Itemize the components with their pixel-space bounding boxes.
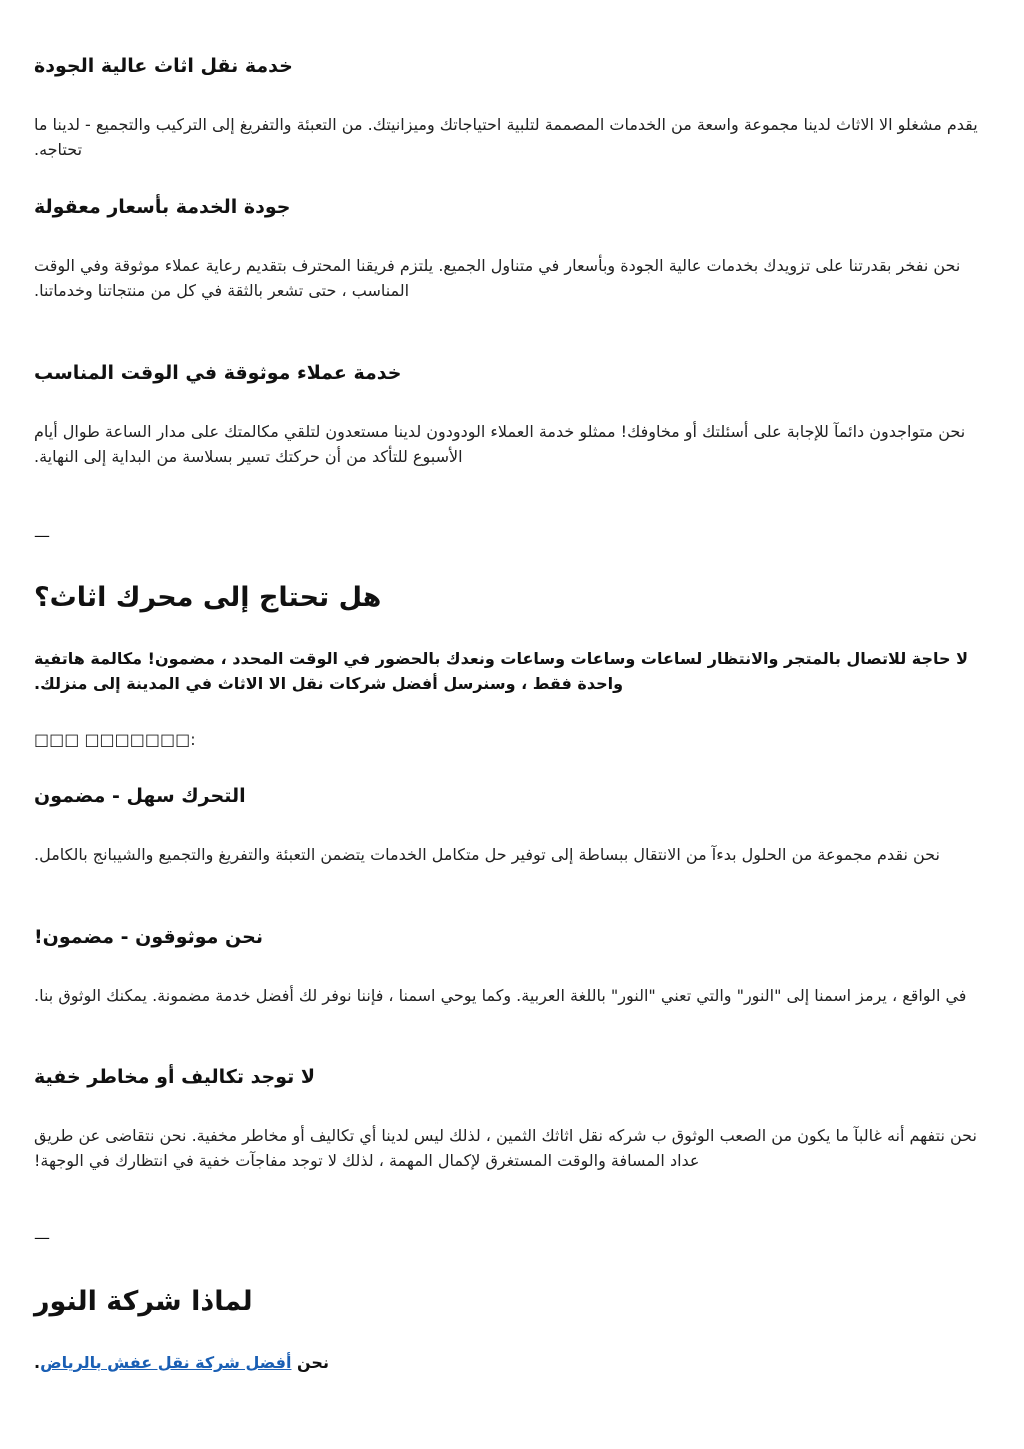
section-paragraph-wrap	[34, 419, 990, 469]
section-title: لماذا شركة النور	[34, 1286, 253, 1317]
section-paragraph-wrap	[34, 253, 990, 303]
missing-glyph-line: □□□ □□□□□□□:	[34, 730, 196, 749]
section-heading: خدمة عملاء موثوقة في الوقت المناسب	[34, 362, 402, 384]
link-prefix: نحن	[297, 1353, 329, 1372]
section-trusted	[34, 923, 990, 951]
section-paragraph: نحن نفخر بقدرتنا على تزويدك بخدمات عالية الجودة وبأسعار في متناول الجميع. يلتزم فريقنا المحترف بتقديم رعاية عملاء موثوقة وفي الوقت المناسب ، حتى تشعر بالثقة في كل من منتجاتنا وخدماتنا.	[34, 256, 961, 300]
best-moving-company-link[interactable]: أفضل شركة نقل عفش بالرياض	[40, 1353, 292, 1372]
section-heading: لا توجد تكاليف أو مخاطر خفية	[34, 1066, 316, 1088]
section-paragraph-wrap	[34, 112, 990, 162]
section-need-mover	[34, 580, 990, 616]
section-paragraph: نحن نقدم مجموعة من الحلول بدءآ من الانتقال ببساطة إلى توفير حل متكامل الخدمات يتضمن التعبئة والتفريغ والتجميع والشيبانج بالكامل.	[34, 845, 940, 864]
section-paragraph-wrap	[34, 842, 990, 867]
section-paragraph-bold: لا حاجة للاتصال بالمتجر والانتظار لساعات وساعات وساعات ونعدك بالحضور في الوقت المحدد ، مضمون! مكالمة هاتفية واحدة فقط ، وسنرسل أفضل شركات نقل الا الاثاث في المدينة إلى منزلك.	[34, 649, 969, 693]
section-paragraph: نحن نتفهم أنه غالبآ ما يكون من الصعب الوثوق ب شركه نقل اثاثك الثمين ، لذلك ليس لدينا أي تكاليف أو مخاطر مخفية. نحن نتقاضى عن طريق عداد المسافة والوقت المستغرق لإكمال المهمة ، لذلك لا توجد مفاجآت خفية في انتظارك في الوجهة!	[34, 1126, 977, 1170]
section-quality-service	[34, 52, 990, 80]
section-why-alnoor	[34, 1284, 990, 1320]
section-paragraph-wrap	[34, 1123, 990, 1173]
section-reliable-support	[34, 359, 990, 387]
link-suffix: .	[34, 1353, 41, 1372]
link-paragraph	[34, 1350, 990, 1375]
divider-wrap	[34, 1228, 990, 1248]
section-heading: جودة الخدمة بأسعار معقولة	[34, 196, 291, 218]
boxes-line-wrap	[34, 727, 990, 752]
section-heading: نحن موثوقون - مضمون!	[34, 926, 263, 948]
section-paragraph: في الواقع ، يرمز اسمنا إلى "النور" والتي تعني "النور" باللغة العربية. وكما يوحي اسمنا ، فإننا نوفر لك أفضل خدمة مضمونة. يمكنك الوثوق بنا.	[34, 986, 967, 1005]
section-heading: التحرك سهل - مضمون	[34, 785, 246, 807]
section-paragraph: نحن متواجدون دائمآ للإجابة على أسئلتك أو مخاوفك! ممثلو خدمة العملاء الودودون لدينا مستعدون لتلقي مكالمتك على مدار الساعة طوال أيام الأسبوع للتأكد من أن حركتك تسير بسلاسة من البداية إلى النهاية.	[34, 422, 966, 466]
link-line-wrap	[34, 1350, 990, 1375]
section-title: هل تحتاج إلى محرك اثاث؟	[34, 582, 382, 613]
section-affordable	[34, 193, 990, 221]
section-paragraph-wrap	[34, 646, 990, 696]
section-heading: خدمة نقل اثاث عالية الجودة	[34, 55, 293, 77]
divider: —	[34, 526, 50, 545]
section-no-hidden-costs	[34, 1063, 990, 1091]
section-paragraph: يقدم مشغلو الا الاثاث لدينا مجموعة واسعة من الخدمات المصممة لتلبية احتياجاتك وميزانيتك. من التعبئة والتفريغ إلى التركيب والتجميع - لدينا ما تحتاجه.	[34, 115, 978, 159]
divider-wrap	[34, 526, 990, 546]
section-paragraph-wrap	[34, 983, 990, 1008]
section-moving-easy	[34, 782, 990, 810]
divider: —	[34, 1228, 50, 1247]
